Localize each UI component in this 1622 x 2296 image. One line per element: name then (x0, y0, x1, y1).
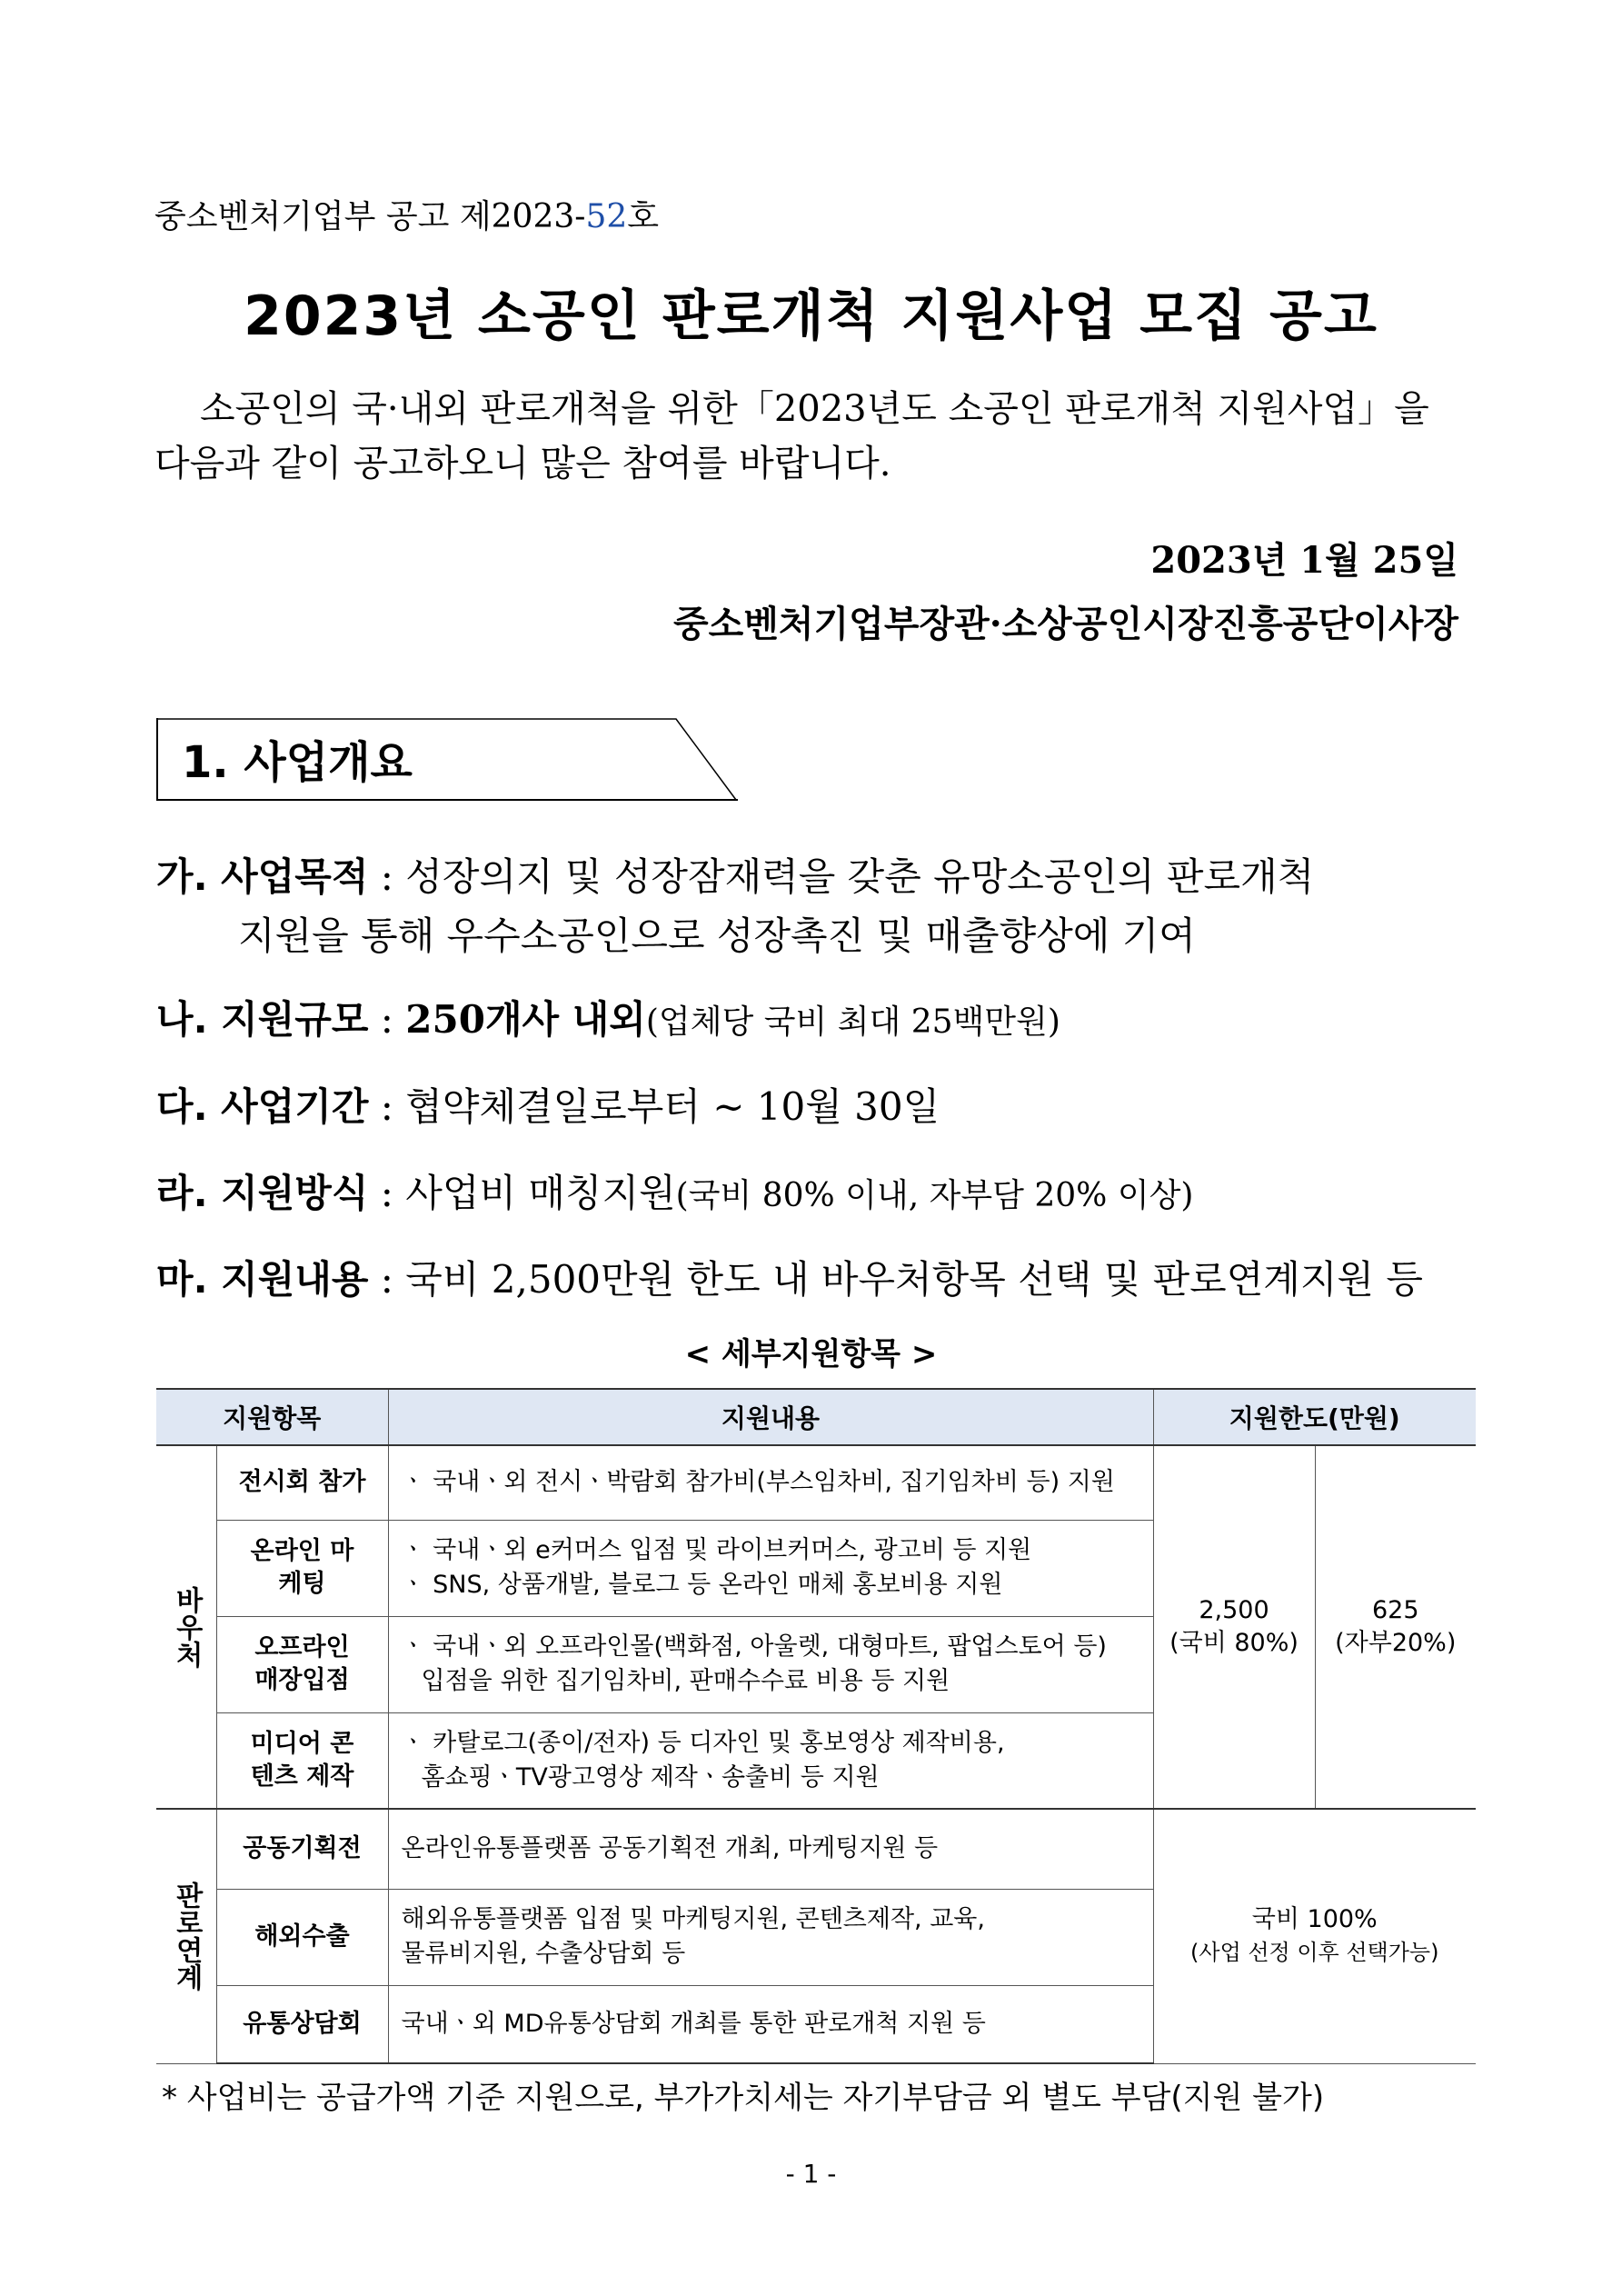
row-content (388, 1520, 1153, 1616)
group-voucher (156, 1445, 216, 1809)
item-purpose-cont: 지원을 통해 우수소공인으로 성장촉진 및 매출향상에 기여 (238, 913, 1196, 958)
limit-sales-amount: 국비 100% (1251, 1905, 1378, 1934)
row-content-line: ㆍ 국내ㆍ외 전시ㆍ박람회 참가비(부스임차비, 집기임차비 등) 지원 (401, 1468, 1115, 1497)
table-row (156, 1809, 1476, 1889)
row-content-line: 해외유통플랫폼 입점 및 마케팅지원, 콘텐츠제작, 교육, (401, 1905, 985, 1933)
item-purpose-label: 가. 사업목적 (156, 854, 369, 899)
item-scale-rest: (업체당 국비 최대 25백만원) (645, 1003, 1060, 1041)
notice-number-value: 52 (585, 198, 628, 235)
page-title: 2023년 소공인 판로개척 지원사업 모집 공고 (244, 285, 1378, 348)
limit-self-note: (자부20%) (1335, 1629, 1457, 1657)
table-header-row (156, 1389, 1476, 1445)
row-name: 해외수출 (216, 1889, 388, 1985)
row-content (388, 1809, 1153, 1889)
item-purpose-sep: : (368, 854, 406, 899)
item-scale-bold: 250개사 내외 (405, 997, 646, 1042)
row-content (388, 1985, 1153, 2063)
row-name (216, 1616, 388, 1712)
item-scale-sep: : (368, 997, 406, 1042)
intro-line-1: 소공인의 국·내외 판로개척을 위한「2023년도 소공인 판로개척 지원사업」을 (200, 388, 1429, 430)
table-header-item: 지원항목 (156, 1389, 388, 1445)
row-content-line: ㆍ 카탈로그(종이/전자) 등 디자인 및 홍보영상 제작비용, (401, 1728, 1005, 1757)
notice-number-suffix: 호 (627, 198, 660, 235)
footnote: * 사업비는 공급가액 기준 지원으로, 부가가치세는 자기부담금 외 별도 부담(지원 불가) (162, 2080, 1325, 2116)
row-content (388, 1889, 1153, 1985)
row-content-line: 온라인유통플랫폼 공동기획전 개최, 마케팅지원 등 (401, 1834, 939, 1863)
limit-self (1315, 1445, 1476, 1809)
page-number: - 1 - (785, 2159, 837, 2189)
limit-national-amount: 2,500 (1199, 1596, 1269, 1624)
limit-self-amount: 625 (1371, 1596, 1419, 1624)
row-name-text: 오프라인 매장입점 (254, 1633, 350, 1694)
support-items-table (156, 1388, 1476, 2064)
row-content-line: 물류비지원, 수출상담회 등 (401, 1940, 686, 1968)
item-method-sep: : (368, 1171, 406, 1215)
row-name: 공동기획전 (216, 1809, 388, 1889)
row-name (216, 1712, 388, 1809)
row-content (388, 1616, 1153, 1712)
item-content-label: 마. 지원내용 (156, 1257, 369, 1302)
row-content-line: ㆍ 국내ㆍ외 e커머스 입점 및 라이브커머스, 광고비 등 지원 (401, 1536, 1032, 1564)
intro-paragraph (154, 382, 1472, 491)
item-period-text: 협약체결일로부터 ~ 10월 30일 (405, 1084, 940, 1129)
intro-line-2: 다음과 같이 공고하오니 많은 참여를 바랍니다. (154, 443, 891, 484)
item-content (156, 1253, 1423, 1307)
table-header-limit: 지원한도(만원) (1153, 1389, 1476, 1445)
row-content-line: 입점을 위한 집기임차비, 판매수수료 비용 등 지원 (421, 1667, 950, 1695)
row-name: 전시회 참가 (216, 1445, 388, 1520)
item-scale-label: 나. 지원규모 (156, 997, 369, 1042)
notice-number (154, 191, 659, 237)
notice-number-prefix: 중소벤처기업부 공고 제2023- (154, 198, 586, 235)
limit-sales (1153, 1809, 1476, 2063)
limit-national (1153, 1445, 1315, 1809)
section-title: 1. 사업개요 (182, 737, 413, 788)
item-method-text: 사업비 매칭지원 (405, 1171, 676, 1215)
table-header-content: 지원내용 (388, 1389, 1153, 1445)
item-content-text: 국비 2,500만원 한도 내 바우처항목 선택 및 판로연계지원 등 (405, 1257, 1423, 1302)
item-scale (156, 993, 1060, 1050)
row-content-line: ㆍ SNS, 상품개발, 블로그 등 온라인 매체 홍보비용 지원 (401, 1571, 1003, 1599)
group-sales-label: 판로연계 (170, 1882, 203, 1992)
item-period-label: 다. 사업기간 (156, 1084, 369, 1129)
row-content-line: 홈쇼핑ㆍTV광고영상 제작ㆍ송출비 등 지원 (421, 1762, 880, 1792)
row-name-text: 온라인 마케팅 (250, 1537, 354, 1598)
item-method (156, 1166, 1193, 1223)
row-content-line: 국내ㆍ외 MD유통상담회 개최를 통한 판로개척 지원 등 (401, 2009, 986, 2038)
row-content (388, 1712, 1153, 1809)
item-period-sep: : (368, 1084, 406, 1129)
row-content (388, 1445, 1153, 1520)
group-voucher-label: 바우처 (170, 1586, 203, 1668)
limit-sales-note: (사업 선정 이후 선택가능) (1190, 1940, 1439, 1966)
group-sales (156, 1809, 216, 2063)
notice-date: 2023년 1월 25일 (1150, 539, 1458, 582)
row-name: 유통상담회 (216, 1985, 388, 2063)
table-row (156, 1445, 1476, 1520)
item-method-label: 라. 지원방식 (156, 1171, 369, 1215)
row-name (216, 1520, 388, 1616)
item-content-sep: : (368, 1257, 406, 1302)
issuer: 중소벤처기업부장관·소상공인시장진흥공단이사장 (672, 603, 1458, 645)
row-name-text: 미디어 콘텐츠 제작 (250, 1729, 354, 1791)
limit-national-note: (국비 80%) (1169, 1629, 1299, 1657)
row-content-line: ㆍ 국내ㆍ외 오프라인몰(백화점, 아울렛, 대형마트, 팝업스토어 등) (401, 1632, 1107, 1661)
item-purpose (156, 850, 1314, 904)
item-method-rest: (국비 80% 이내, 자부담 20% 이상) (675, 1177, 1194, 1214)
item-purpose-text: 성장의지 및 성장잠재력을 갖춘 유망소공인의 판로개척 (405, 854, 1315, 899)
item-period (156, 1080, 940, 1134)
table-caption: < 세부지원항목 > (684, 1336, 938, 1373)
